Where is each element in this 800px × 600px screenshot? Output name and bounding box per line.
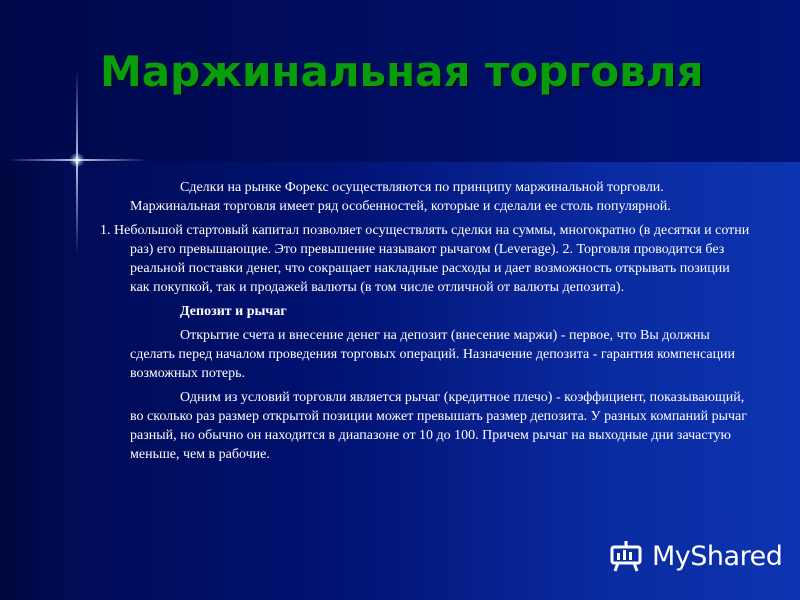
leverage-paragraph: Одним из условий торговли является рычаг (кредитное плечо) - коэффициент, показывающий, во сколько раз размер открытой позиции может превышать размер депозита. У разных компаний рычаг разный, но обычно он находится в диапазоне от 10 до 100. Причем рычаг на выходные дни зачастую меньше, чем в рабочие. <box>130 390 748 462</box>
lens-flare-core <box>69 153 85 167</box>
myshared-logo-icon <box>608 538 644 574</box>
deposit-paragraph: Открытие счета и внесение денег на депозит (внесение маржи) - первое, что Вы должны сделать перед началом проведения торговых операций. Назначение депозита - гарантия компенсации возможных потерь. <box>130 328 736 381</box>
background-left-band <box>0 162 78 600</box>
slide-title: Маржинальная торговля <box>100 47 704 96</box>
slide-body <box>100 178 750 469</box>
myshared-watermark <box>608 536 788 576</box>
section-heading: Депозит и рычаг <box>180 304 287 319</box>
watermark-text: MyShared <box>652 540 783 572</box>
intro-paragraph: Сделки на рынке Форекс осуществляются по принципу маржинальной торговли. Маржинальная торговля имеет ряд особенностей, которые и сделали ее столь популярной. <box>130 180 671 214</box>
features-paragraph: 1. Небольшой стартовый капитал позволяет осуществлять сделки на суммы, многократно (в десятки и сотни раз) его превышающие. Это превышение называют рычагом (Leverage). 2. Торговля проводится без реальной поставки денег, что сокращает накладные расходы и дает возможность открывать позиции как покупкой, так и продажей валюты (в том числе отличной от валюты депозита). <box>100 223 750 295</box>
